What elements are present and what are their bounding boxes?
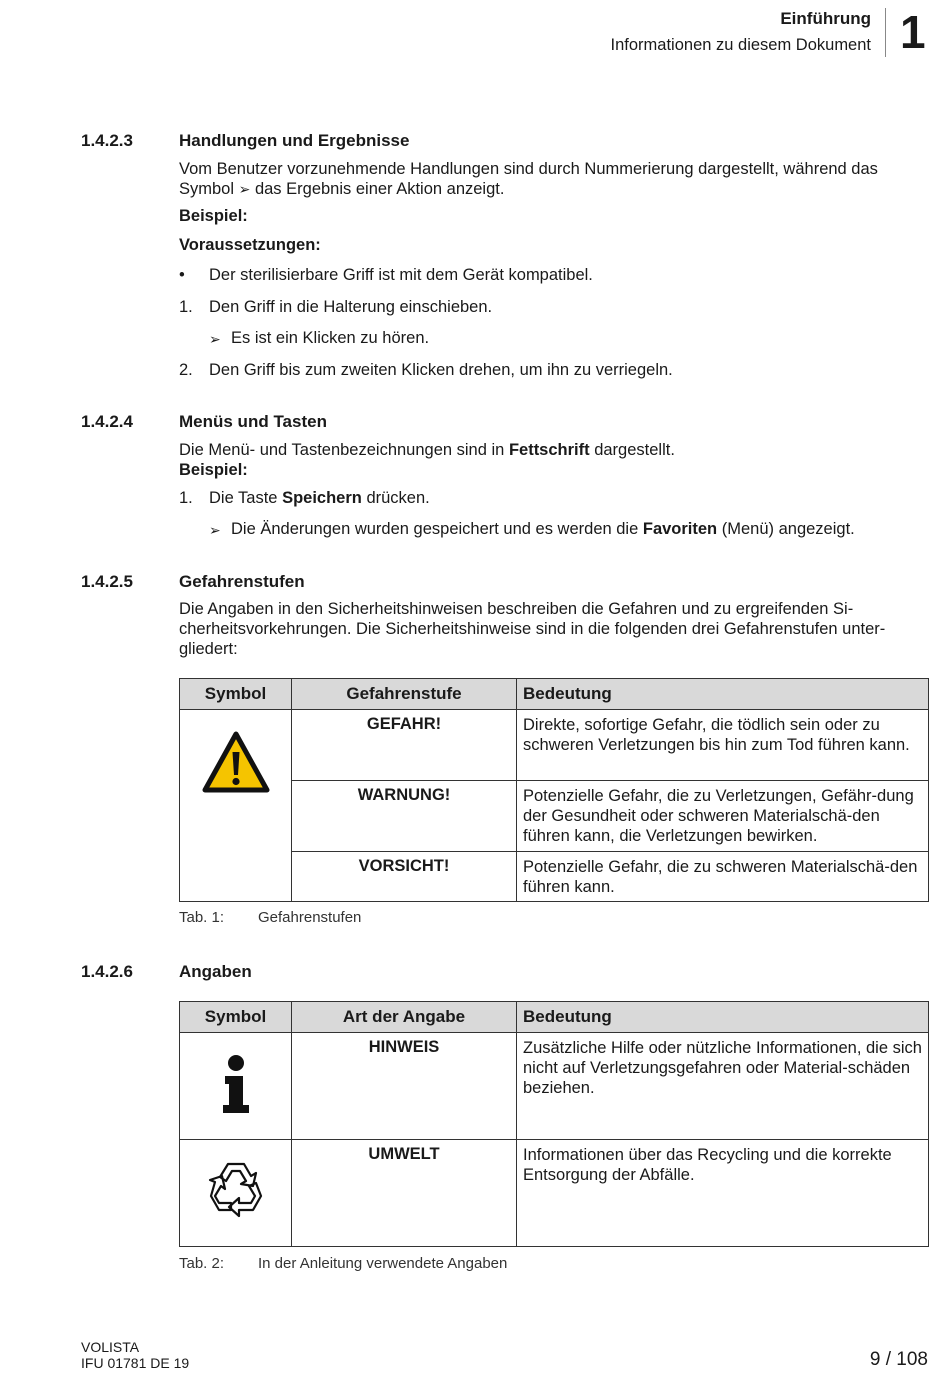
intro-line: cherheitsvorkehrungen. Die Sicherheitshinweise sind in die folgenden drei Gefahrenstufen unter- bbox=[179, 620, 886, 638]
bullet-icon: • bbox=[179, 266, 185, 284]
result-text: Es ist ein Klicken zu hören. bbox=[231, 329, 430, 347]
table-header-row bbox=[180, 679, 929, 710]
intro-line: Vom Benutzer vorzunehmende Handlungen sind durch Nummerierung dargestellt, während das bbox=[179, 160, 878, 178]
symbol-cell bbox=[180, 1033, 292, 1140]
symbol-cell bbox=[180, 1140, 292, 1247]
intro-text: Symbol bbox=[179, 180, 235, 198]
header-section: Informationen zu diesem Dokument bbox=[610, 36, 871, 54]
step-text-part: Die Taste bbox=[209, 489, 278, 507]
section-number: 1.4.2.4 bbox=[81, 412, 133, 431]
step-text: Den Griff in die Halterung einschieben. bbox=[209, 298, 493, 316]
prerequisites-label: Voraussetzungen: bbox=[179, 236, 321, 254]
column-header: Art der Angabe bbox=[292, 1002, 517, 1033]
notices-table bbox=[179, 1001, 929, 1247]
section-number: 1.4.2.6 bbox=[81, 962, 133, 981]
step-text: Den Griff bis zum zweiten Klicken drehen, um ihn zu verriegeln. bbox=[209, 361, 673, 379]
step-number: 2. bbox=[179, 361, 193, 379]
intro-text: dargestellt. bbox=[594, 441, 675, 459]
result-arrow-icon: ➢ bbox=[238, 181, 251, 197]
table-caption-label: Tab. 1: bbox=[179, 909, 225, 926]
step-text bbox=[209, 489, 430, 508]
section-title: Menüs und Tasten bbox=[179, 412, 327, 431]
danger-levels-table bbox=[179, 678, 929, 902]
danger-meaning: Potenzielle Gefahr, die zu schweren Materialschä-den führen kann. bbox=[517, 852, 929, 902]
header-chapter: Einführung bbox=[780, 9, 871, 28]
result-text bbox=[231, 520, 855, 539]
section-title: Angaben bbox=[179, 962, 252, 981]
example-label: Beispiel: bbox=[179, 461, 248, 479]
result-text-part: Die Änderungen wurden gespeichert und es werden die bbox=[231, 520, 639, 538]
section-intro bbox=[179, 599, 929, 659]
result-arrow-icon: ➢ bbox=[209, 522, 221, 538]
notice-type: UMWELT bbox=[292, 1140, 517, 1247]
intro-line bbox=[179, 179, 929, 199]
warning-triangle-icon bbox=[201, 730, 271, 796]
section-intro bbox=[179, 440, 929, 460]
danger-level: VORSICHT! bbox=[292, 852, 517, 902]
recycle-icon bbox=[201, 1158, 271, 1224]
notice-meaning: Zusätzliche Hilfe oder nützliche Informationen, die sich nicht auf Verletzungsgefahren oder Material-schäden beziehen. bbox=[517, 1033, 929, 1140]
table-caption: Gefahrenstufen bbox=[258, 909, 362, 926]
section-number: 1.4.2.5 bbox=[81, 572, 133, 591]
table-row bbox=[180, 1140, 929, 1247]
header-chapter-number: 1 bbox=[900, 6, 926, 58]
section-title: Handlungen und Ergebnisse bbox=[179, 131, 410, 150]
prerequisite-item: Der sterilisierbare Griff ist mit dem Gerät kompatibel. bbox=[209, 266, 593, 284]
intro-bold: Fettschrift bbox=[508, 441, 590, 459]
section-intro bbox=[179, 159, 929, 199]
result-arrow-icon: ➢ bbox=[209, 331, 221, 347]
danger-level: WARNUNG! bbox=[292, 781, 517, 852]
result-text-part: (Menü) angezeigt. bbox=[721, 520, 855, 538]
symbol-cell bbox=[180, 710, 292, 902]
page-number: 9 / 108 bbox=[869, 1349, 928, 1370]
table-row bbox=[180, 1033, 929, 1140]
table-caption-label: Tab. 2: bbox=[179, 1255, 225, 1272]
intro-text: das Ergebnis einer Aktion anzeigt. bbox=[254, 180, 505, 198]
table-row bbox=[180, 852, 929, 902]
section-title: Gefahrenstufen bbox=[179, 572, 305, 591]
step-bold: Speichern bbox=[282, 489, 362, 507]
footer-doc-id: IFU 01781 DE 19 bbox=[81, 1355, 190, 1371]
header-divider bbox=[885, 8, 886, 57]
danger-meaning: Potenzielle Gefahr, die zu Verletzungen, Gefähr-dung der Gesundheit oder schweren Materialschä-den führen kann, die Verletzungen bewirken. bbox=[517, 781, 929, 852]
notice-type: HINWEIS bbox=[292, 1033, 517, 1140]
table-header-row bbox=[180, 1002, 929, 1033]
notice-meaning: Informationen über das Recycling und die korrekte Entsorgung der Abfälle. bbox=[517, 1140, 929, 1247]
danger-level: GEFAHR! bbox=[292, 710, 517, 781]
column-header: Bedeutung bbox=[517, 679, 929, 710]
intro-text: Die Menü- und Tastenbezeichnungen sind in bbox=[179, 441, 505, 459]
footer-product: VOLISTA bbox=[81, 1339, 140, 1355]
danger-meaning: Direkte, sofortige Gefahr, die tödlich sein oder zu schweren Verletzungen bis hin zum Tod führen kann. bbox=[517, 710, 929, 781]
step-number: 1. bbox=[179, 298, 193, 316]
column-header: Symbol bbox=[180, 679, 292, 710]
table-caption: In der Anleitung verwendete Angaben bbox=[258, 1255, 508, 1272]
result-bold: Favoriten bbox=[642, 520, 718, 538]
footer-document-info bbox=[81, 1339, 189, 1371]
intro-line: gliedert: bbox=[179, 640, 238, 658]
step-text-part: drücken. bbox=[366, 489, 430, 507]
intro-line: Die Angaben in den Sicherheitshinweisen beschreiben die Gefahren und zu ergreifenden Si- bbox=[179, 600, 854, 618]
section-number: 1.4.2.3 bbox=[81, 131, 133, 150]
example-label: Beispiel: bbox=[179, 207, 248, 225]
column-header: Bedeutung bbox=[517, 1002, 929, 1033]
column-header: Symbol bbox=[180, 1002, 292, 1033]
column-header: Gefahrenstufe bbox=[292, 679, 517, 710]
info-icon bbox=[216, 1055, 256, 1115]
step-number: 1. bbox=[179, 489, 193, 507]
table-row bbox=[180, 781, 929, 852]
table-row bbox=[180, 710, 929, 781]
